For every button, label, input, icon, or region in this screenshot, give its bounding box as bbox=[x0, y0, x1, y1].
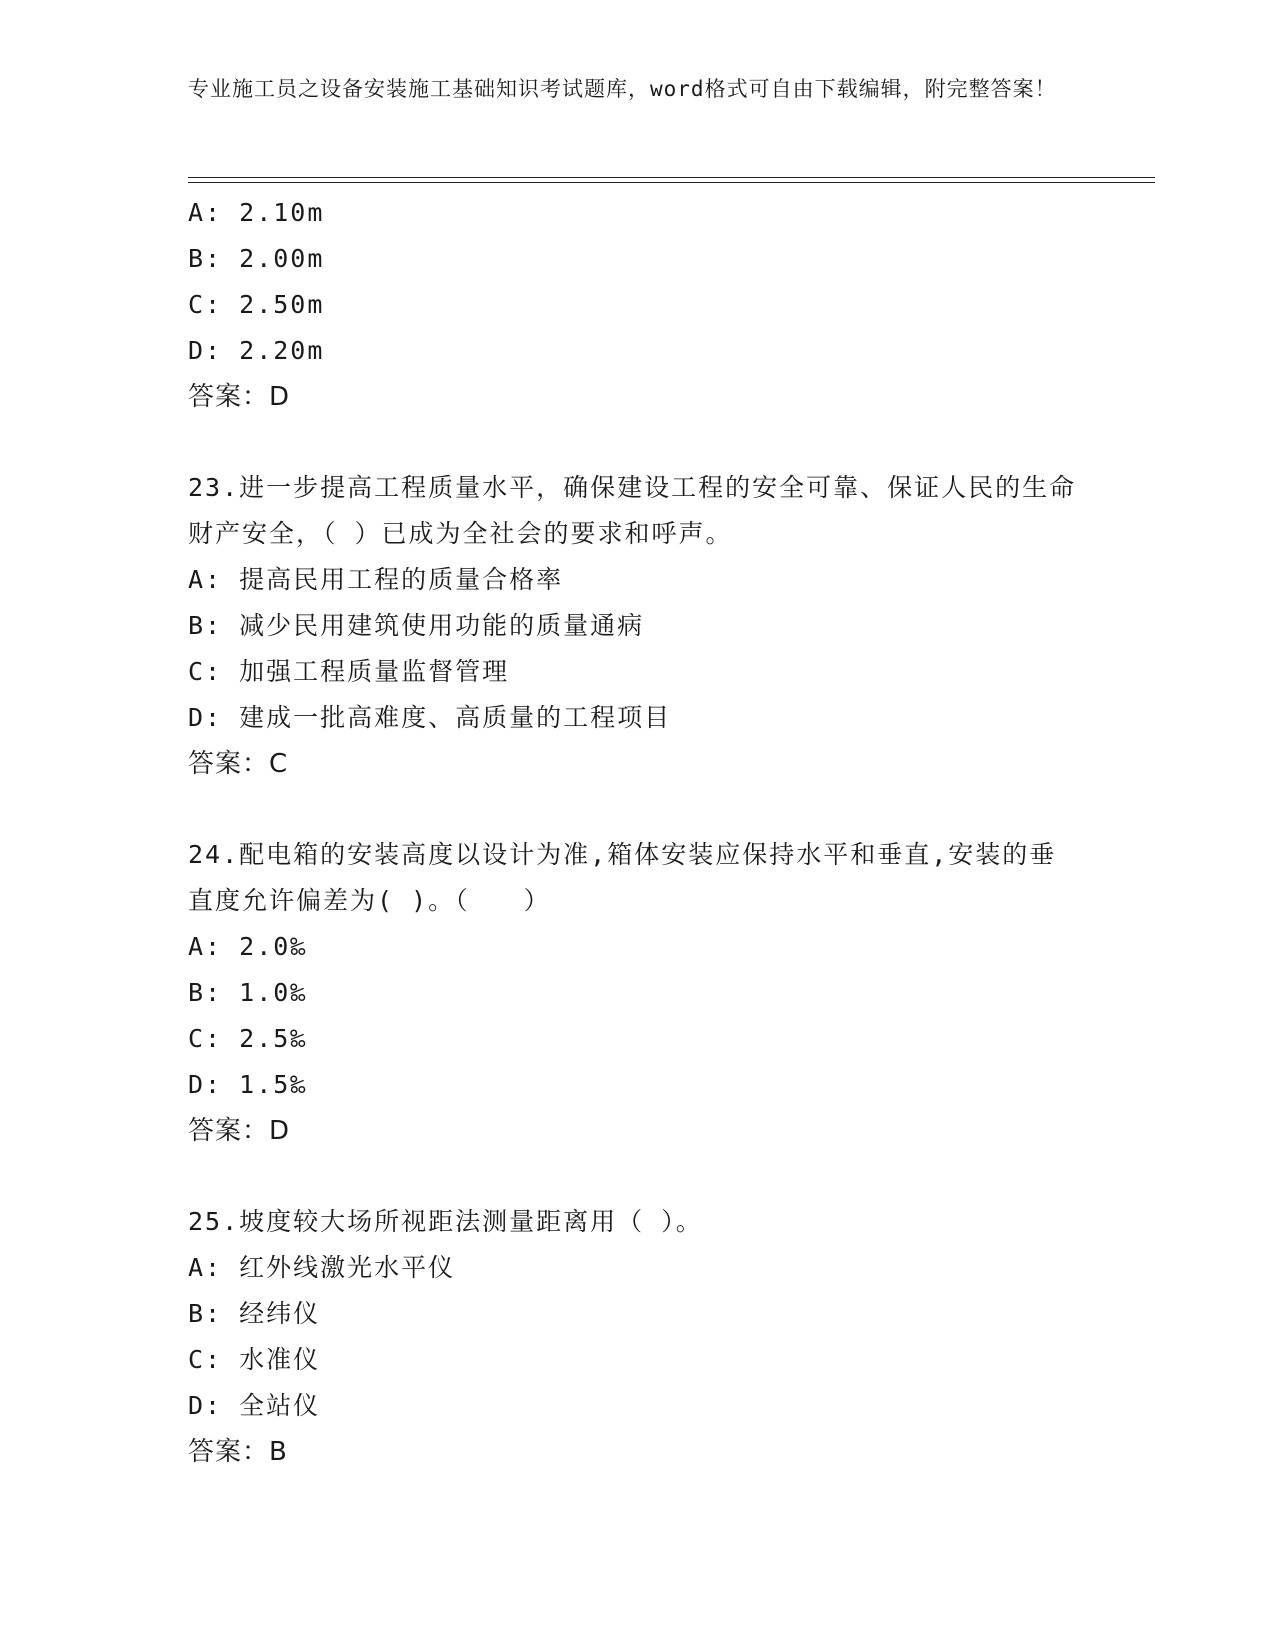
question-25 bbox=[188, 1199, 1088, 1475]
option-a: A: 2.10m bbox=[188, 198, 325, 227]
option-c: C: 水准仪 bbox=[188, 1345, 321, 1374]
option-d: D: 全站仪 bbox=[188, 1391, 321, 1420]
question-text: 25.坡度较大场所视距法测量距离用（ ）。 bbox=[188, 1207, 703, 1236]
question-fragment bbox=[188, 190, 1088, 420]
option-a: A: 红外线激光水平仪 bbox=[188, 1253, 456, 1282]
question-text: 23.进一步提高工程质量水平，确保建设工程的安全可靠、保证人民的生命财产安全，（ ）已成为全社会的要求和呼声。 bbox=[188, 473, 1077, 548]
header-divider-bottom bbox=[188, 182, 1155, 183]
option-c: C: 加强工程质量监督管理 bbox=[188, 657, 510, 686]
option-a: A: 提高民用工程的质量合格率 bbox=[188, 565, 564, 594]
answer-line: 答案：C bbox=[188, 749, 289, 779]
option-c: C: 2.50m bbox=[188, 290, 325, 319]
option-d: D: 1.5‰ bbox=[188, 1070, 308, 1099]
option-b: B: 1.0‰ bbox=[188, 978, 308, 1007]
question-23 bbox=[188, 465, 1088, 787]
document-header: 专业施工员之设备安装施工基础知识考试题库，word格式可自由下载编辑，附完整答案！ bbox=[188, 77, 1057, 101]
option-c: C: 2.5‰ bbox=[188, 1024, 308, 1053]
option-a: A: 2.0‰ bbox=[188, 932, 308, 961]
question-24 bbox=[188, 832, 1088, 1154]
question-list bbox=[188, 190, 1088, 1475]
header-divider-top bbox=[188, 177, 1155, 178]
answer-line: 答案：D bbox=[188, 382, 291, 412]
question-text: 24.配电箱的安装高度以设计为准,箱体安装应保持水平和垂直,安装的垂直度允许偏差为( )。（ ） bbox=[188, 840, 1057, 915]
answer-line: 答案：D bbox=[188, 1116, 291, 1146]
option-d: D: 建成一批高难度、高质量的工程项目 bbox=[188, 703, 672, 732]
answer-line: 答案：B bbox=[188, 1437, 288, 1467]
option-d: D: 2.20m bbox=[188, 336, 325, 365]
option-b: B: 2.00m bbox=[188, 244, 325, 273]
option-b: B: 经纬仪 bbox=[188, 1299, 321, 1328]
option-b: B: 减少民用建筑使用功能的质量通病 bbox=[188, 611, 645, 640]
